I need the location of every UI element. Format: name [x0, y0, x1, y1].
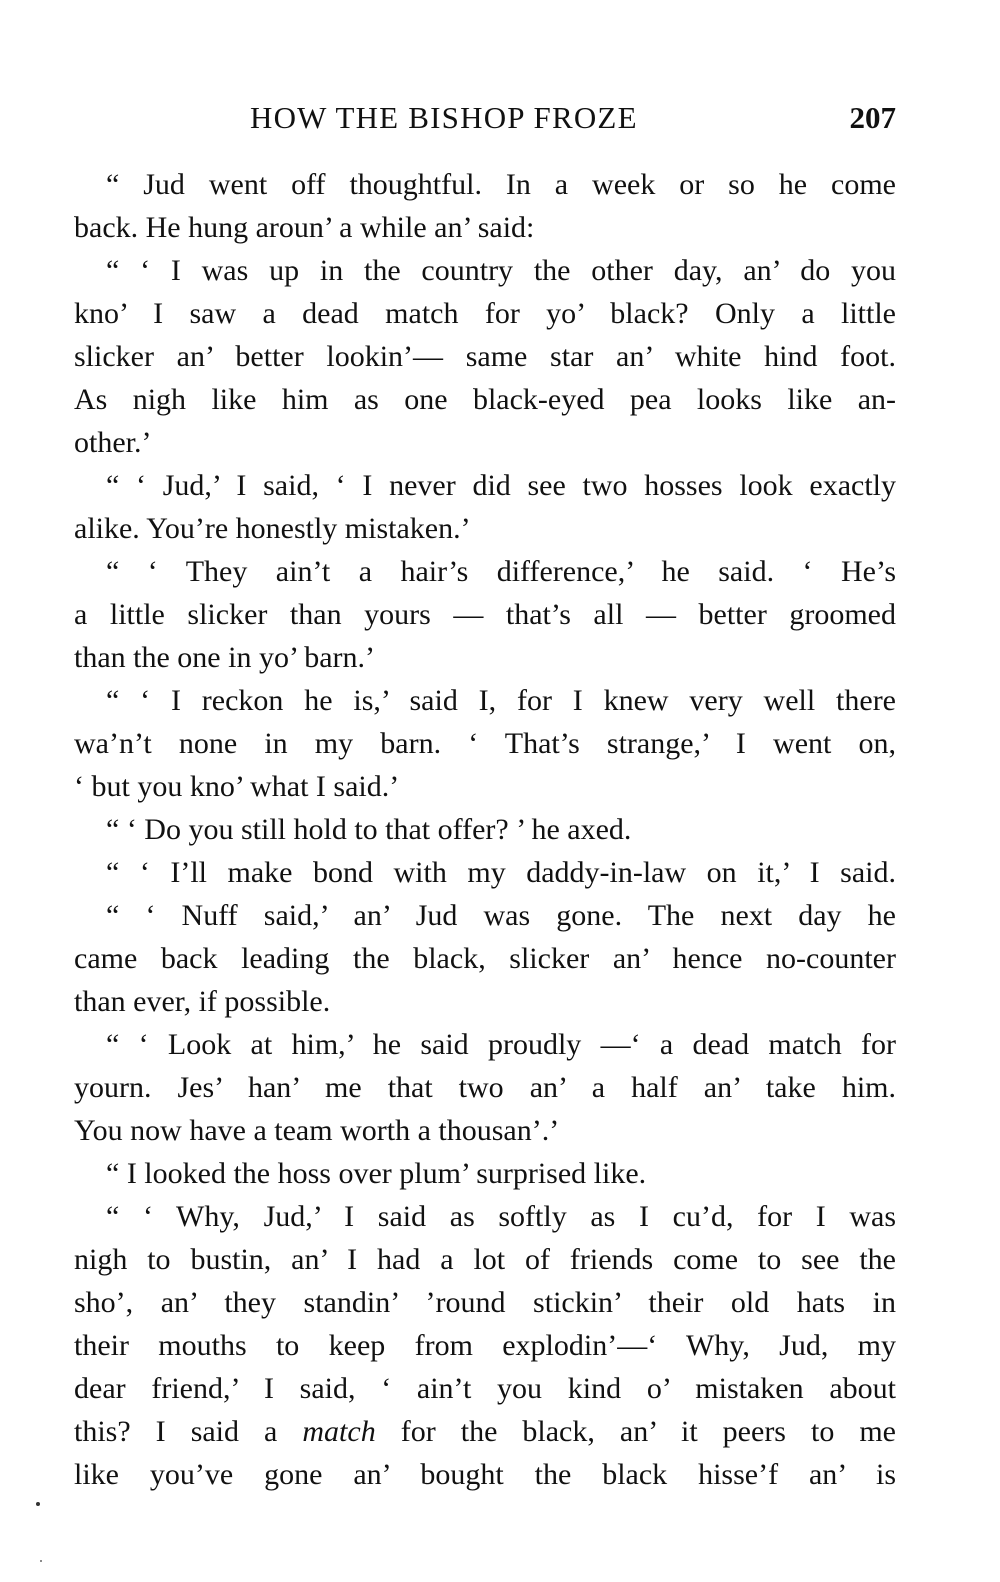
text-line: a little slicker than yours — that’s all — better groomed	[74, 598, 896, 631]
body-text	[74, 163, 896, 1496]
page-number: 207	[849, 100, 896, 135]
text-line: ‘ but you kno’ what I said.’	[74, 770, 400, 803]
text-line: back. He hung aroun’ a while an’ said:	[74, 211, 535, 244]
text-line: “ ‘ I’ll make bond with my daddy-in-law on it,’ I said.	[106, 856, 896, 889]
text-line: other.’	[74, 426, 152, 459]
text-line: sho’, an’ they standin’ ’round stickin’ their old hats in	[74, 1286, 896, 1319]
text-line: alike. You’re honestly mistaken.’	[74, 512, 471, 545]
text-line: “ ‘ They ain’t a hair’s difference,’ he said. ‘ He’s	[106, 555, 896, 588]
text-line: As nigh like him as one black-eyed pea looks like an-	[74, 383, 896, 416]
text-line: “ ‘ Why, Jud,’ I said as softly as I cu’d, for I was	[106, 1200, 896, 1233]
text-line: You now have a team worth a thousan’.’	[74, 1114, 560, 1147]
text-line: “ I looked the hoss over plum’ surprised like.	[106, 1157, 647, 1190]
emphasized-word: match	[302, 1415, 376, 1448]
print-speck	[36, 1502, 40, 1506]
text-line: “ ‘ I reckon he is,’ said I, for I knew very well there	[106, 684, 896, 717]
text-line: “ Jud went off thoughtful. In a week or so he come	[106, 168, 896, 201]
text-line: wa’n’t none in my barn. ‘ That’s strange,’ I went on,	[74, 727, 896, 760]
text-line: came back leading the black, slicker an’ hence no-counter	[74, 942, 896, 975]
page-header	[250, 100, 896, 140]
text-line: yourn. Jes’ han’ me that two an’ a half an’ take him.	[74, 1071, 896, 1104]
running-head: HOW THE BISHOP FROZE	[250, 100, 638, 135]
text-line: their mouths to keep from explodin’—‘ Why, Jud, my	[74, 1329, 896, 1362]
text-line: than ever, if possible.	[74, 985, 331, 1018]
text-line-with-emphasis	[74, 1410, 896, 1453]
text-line: slicker an’ better lookin’— same star an’ white hind foot.	[74, 340, 896, 373]
print-speck	[40, 1560, 42, 1562]
text-line: nigh to bustin, an’ I had a lot of friends come to see the	[74, 1243, 896, 1276]
text-line: kno’ I saw a dead match for yo’ black? Only a little	[74, 297, 896, 330]
text-segment: this? I said a	[74, 1415, 278, 1448]
text-line: “ ‘ Do you still hold to that offer? ’ he axed.	[106, 813, 632, 846]
text-line: than the one in yo’ barn.’	[74, 641, 376, 674]
text-line: dear friend,’ I said, ‘ ain’t you kind o’ mistaken about	[74, 1372, 896, 1405]
text-line: “ ‘ Nuff said,’ an’ Jud was gone. The next day he	[106, 899, 896, 932]
text-line: “ ‘ Jud,’ I said, ‘ I never did see two hosses look exactly	[106, 469, 896, 502]
text-line: “ ‘ Look at him,’ he said proudly —‘ a dead match for	[106, 1028, 896, 1061]
text-line: like you’ve gone an’ bought the black hisse’f an’ is	[74, 1458, 896, 1491]
text-line: “ ‘ I was up in the country the other day, an’ do you	[106, 254, 896, 287]
text-segment: for the black, an’ it peers to me	[375, 1415, 896, 1448]
